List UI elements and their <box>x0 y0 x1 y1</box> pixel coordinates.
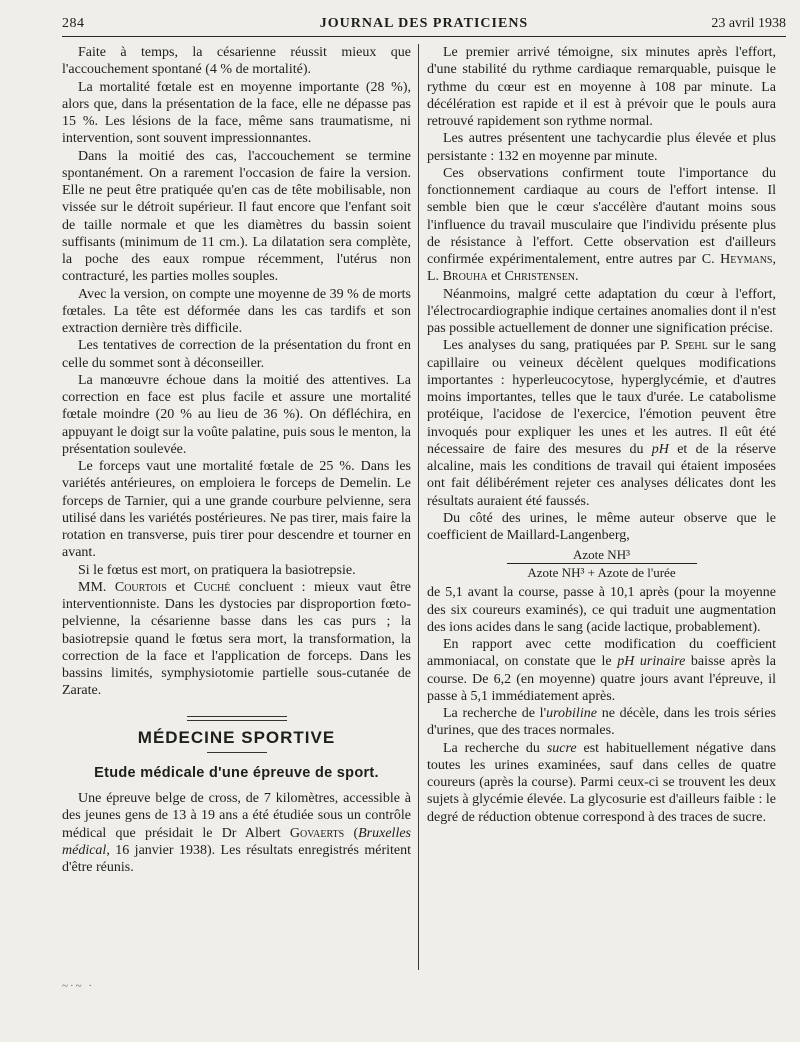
section-title: MÉDECINE SPORTIVE <box>137 727 336 747</box>
text: ne décèle, dans les trois séries d'urines, que des traces normales. <box>427 706 776 739</box>
ph-term: pH <box>651 441 669 457</box>
paragraph: Les autres présentent une tachycardie plus élevée et plus persistante : 132 en moyenne par minute. <box>427 131 776 164</box>
paragraph: La manœuvre échoue dans la moitié des attentives. La correction en face est plus facile et assure une mortalité fœtale moindre (20 % au lieu de 36 %). On défléchira, en appuyant le doigt sur la voûte palatine, puis sous le menton, la présentation soulevée. <box>62 372 411 457</box>
paragraph <box>427 740 776 826</box>
column-divider <box>418 44 419 970</box>
author-name: Courtois <box>114 579 167 595</box>
text: , 16 janvier 1938). Les résultats enregistrés méritent d'être réunis. <box>62 842 411 875</box>
text: sur le sang capillaire ou veineux décèlent quelques modifications importantes : hyperleucocytose, hyperglycémie, et d'autres moins importantes, telles que le taux d'urée. Le catabolisme protéique, l'acidose de l'exercice, l'émotion peuvent être invoqués pour expliquer les unes et les autres. Il eût été nécessaire de faire des mesures du <box>427 338 776 457</box>
text: . <box>575 269 579 285</box>
text: et <box>166 579 194 595</box>
paragraph: Si le fœtus est mort, on pratiquera la basiotrepsie. <box>78 562 356 578</box>
text: concluent : mieux vaut être interventionniste. Dans les dystocies par disproportion fœto-pelvienne, la césarienne basse dans les cas purs ; la basiotrepsie quand le fœtus sera mort, la transformation, la correction de la face et l'application de forceps. Dans les bassins limités, symphysiotomie partielle sous-cutanée de Zarate. <box>62 579 411 699</box>
page-number: 284 <box>62 16 85 31</box>
text: Ces observations confirment toute l'importance du fonctionnement cardiaque au cours de l'effort intense. Il semble bien que le cœur s'accélère d'autant moins sous l'influence du travail musculaire que l'individu présente plus de résistance à l'effort. Cette observation est d'ailleurs confirmée expérimentalement, entre autres par C. <box>427 165 776 267</box>
paragraph <box>427 705 776 740</box>
ph-urinaire-term: pH urinaire <box>617 654 686 670</box>
article-subtitle: Etude médicale d'une épreuve de sport. <box>94 764 379 781</box>
text: est habituellement négative dans toutes les urines examinées, sauf dans celles de quatre coureurs (après la course). Parmi ceux-ci se trouvent les deux sujets à glycémie élevée. La glycosurie est d'ailleurs faible : le degré de réduction obtenue correspond à des traces de sucre. <box>427 740 776 825</box>
paragraph: Néanmoins, malgré cette adaptation du cœur à l'effort, l'électrocardiographie indique certaines anomalies dont il n'est pas possible actuellement de donner une signification précise. <box>427 286 776 336</box>
author-name: Cuché <box>193 579 231 595</box>
paragraph: Le premier arrivé témoigne, six minutes après l'effort, d'une stabilité du rythme cardiaque remarquable, puisque le rythme du cœur est en moyenne à 108 par minute. La décélération est rapide et il est à prévoir que le pouls aura retrouvé rapidement son rythme normal. <box>427 45 776 129</box>
fraction-bar <box>507 563 697 564</box>
coefficient-formula <box>427 547 776 580</box>
author-name: Heymans <box>720 252 773 267</box>
section-rule <box>207 752 267 753</box>
paragraph: Faite à temps, la césarienne réussit mieux que l'accouchement spontané (4 % de mortalité). <box>62 45 411 78</box>
text: et <box>487 269 505 285</box>
text: MM. <box>78 579 115 595</box>
paragraph <box>62 790 411 876</box>
formula-denominator: Azote NH³ + Azote de l'urée <box>527 565 676 581</box>
text: baisse après la course. De 6,2 (en moyenne) quatre jours avant l'épreuve, il passe à 5,1 immédiatement après. <box>427 654 777 704</box>
text: La recherche du <box>443 740 547 756</box>
left-column <box>62 44 411 876</box>
text: , L. <box>427 252 776 285</box>
paragraph: Dans la moitié des cas, l'accouchement se termine spontanément. On a rarement l'occasion de faire la version. Elle ne peut être pratiquée qu'en cas de tête mobilisable, non vissée sur le détroit supérieur. Il faut encore que l'enfant soit de taille normale et que les diamètres du bassin soient suffisants (minimum de 11 cm.). La dilatation sera complète, la poche des eaux rompue récemment, l'utérus non contracturé, les parties molles souples. <box>62 148 411 285</box>
urobiline-term: urobiline <box>546 706 597 721</box>
paragraph: de 5,1 avant la course, passe à 10,1 après (pour la moyenne des six coureurs examinés), ce qui traduit une augmentation des ions acides dans le sang (acide lactique, probablement). <box>427 585 776 635</box>
text: Une épreuve belge de cross, de 7 kilomètres, accessible à des jeunes gens de 13 à 19 ans a été étudiée sous un contrôle médical que présidait le Dr Albert <box>62 791 411 841</box>
paragraph: Les tentatives de correction de la présentation du front en celle du sommet sont à déconseiller. <box>62 338 411 371</box>
paragraph: Du côté des urines, le même auteur observe que le coefficient de Maillard-Langenberg, <box>427 510 776 543</box>
issue-date: 23 avril 1938 <box>711 16 786 31</box>
journal-name: Bruxelles médical <box>62 825 411 858</box>
paragraph: Le forceps vaut une mortalité fœtale de 25 %. Dans les variétés antérieures, on emploiera le forceps de Demelin. Le forceps de Tarnier, qui a une grande courbure pelvienne, sera utilisé dans les variétés postérieures. Ne pas tirer, mais faire la rotation en transverse, puis tirer pour descendre et tourner en avant. <box>62 459 411 561</box>
author-name: Christensen <box>504 269 576 285</box>
paragraph <box>427 337 776 510</box>
text: ( <box>344 825 359 841</box>
paragraph: La mortalité fœtale est en moyenne importante (28 %), alors que, dans la présentation de la face, elle ne dépasse pas 15 %. Les lésions de la face, même sans traumatisme, ni intervention, sont souvent impressionnantes. <box>62 79 411 147</box>
journal-title: JOURNAL DES PRATICIENS <box>319 16 529 31</box>
author-name: Spehl <box>674 338 708 354</box>
formula-numerator: Azote NH³ <box>573 547 630 563</box>
section-ornament <box>187 716 287 721</box>
text: et de la réserve alcaline, mais les conditions de travail qui étaient imposées ont fait délibérément rejeter ces analyses délicates dont les résultats auraient été faussés. <box>427 441 776 509</box>
text: En rapport avec cette modification du coefficient ammoniacal, on constate que le <box>427 637 776 670</box>
running-header <box>62 14 786 37</box>
author-name: Brouha <box>442 269 488 285</box>
author-name: Govaerts <box>289 825 345 841</box>
paragraph <box>427 165 776 286</box>
paragraph-conclusion <box>62 579 411 700</box>
right-column <box>427 44 776 826</box>
paragraph <box>427 636 776 705</box>
paragraph: Avec la version, on compte une moyenne de 39 % de morts fœtales. La tête est déformée dans les cas tardifs et son extraction dernière très difficile. <box>62 286 411 336</box>
text: Les analyses du sang, pratiquées par P. <box>443 338 675 354</box>
print-smudge: ~·~ · <box>62 980 94 992</box>
text: La recherche de l' <box>443 706 547 721</box>
sucre-term: sucre <box>546 740 577 756</box>
